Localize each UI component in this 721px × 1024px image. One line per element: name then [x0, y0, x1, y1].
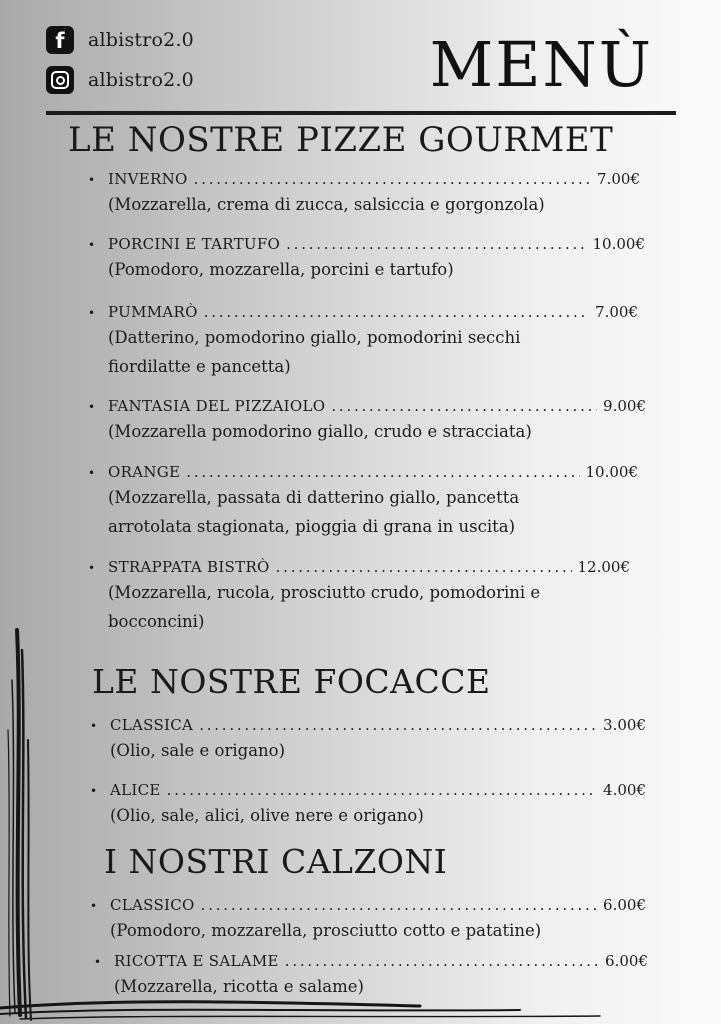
- bullet: •: [90, 784, 98, 798]
- item-price: 6.00€: [605, 952, 648, 970]
- item-description: (Mozzarella, passata di datterino giallo, pancetta arrotolata stagionata, pioggia di grana in uscita): [108, 488, 520, 536]
- menu-item-orange: • ORANGE . . . 10.00€ (Mozzarella, passata di datterino giallo, pancetta arrotolata stagionata, pioggia di grana in uscita): [88, 463, 638, 541]
- bullet: •: [90, 719, 98, 733]
- section-title-focacce: LE NOSTRE FOCACCE: [92, 662, 491, 701]
- item-price: 7.00€: [595, 303, 638, 321]
- menu-item-pummaro: • PUMMARÒ . . . 7.00€ (Datterino, pomodorino giallo, pomodorini secchi fiordilatte e pancetta): [88, 303, 638, 381]
- item-description: (Datterino, pomodorino giallo, pomodorini secchi fiordilatte e pancetta): [108, 328, 521, 376]
- item-description: (Pomodoro, mozzarella, porcini e tartufo): [108, 260, 454, 279]
- menu-item-strappata-bistro: • STRAPPATA BISTRÒ . . . 12.00€ (Mozzarella, rucola, prosciutto crudo, pomodorini e bocconcini): [88, 558, 630, 636]
- item-description: (Mozzarella, rucola, prosciutto crudo, pomodorini e bocconcini): [108, 583, 541, 631]
- item-description: (Pomodoro, mozzarella, prosciutto cotto e patatine): [110, 921, 542, 940]
- bullet: •: [88, 306, 96, 320]
- instagram-link[interactable]: [46, 66, 194, 94]
- menu-item-inverno: • INVERNO . . . 7.00€ (Mozzarella, crema di zucca, salsiccia e gorgonzola): [88, 170, 640, 219]
- item-description: (Mozzarella pomodorino giallo, crudo e stracciata): [108, 422, 532, 441]
- header-divider: [46, 111, 676, 115]
- bullet: •: [88, 561, 96, 575]
- facebook-icon: f: [46, 26, 74, 54]
- instagram-icon: [46, 66, 74, 94]
- item-price: 7.00€: [597, 170, 640, 188]
- bullet: •: [90, 899, 98, 913]
- facebook-link[interactable]: [46, 26, 194, 54]
- item-description: (Olio, sale, alici, olive nere e origano): [110, 806, 424, 825]
- facebook-handle: albistro2.0: [88, 29, 194, 51]
- menu-item-porcini-tartufo: • PORCINI E TARTUFO . . . 10.00€ (Pomodoro, mozzarella, porcini e tartufo): [88, 235, 645, 284]
- bullet: •: [88, 400, 96, 414]
- menu-item-fantasia-del-pizzaiolo: • FANTASIA DEL PIZZAIOLO . . . 9.00€ (Mozzarella pomodorino giallo, crudo e stracciata): [88, 397, 646, 446]
- item-price: 10.00€: [585, 463, 638, 481]
- instagram-handle: albistro2.0: [88, 69, 194, 91]
- item-description: (Mozzarella, crema di zucca, salsiccia e gorgonzola): [108, 195, 545, 214]
- item-price: 9.00€: [603, 397, 646, 415]
- bullet: •: [88, 466, 96, 480]
- item-price: 6.00€: [603, 896, 646, 914]
- section-title-calzoni: I NOSTRI CALZONI: [104, 842, 448, 881]
- section-title-pizze: LE NOSTRE PIZZE GOURMET: [68, 120, 614, 160]
- item-description: (Mozzarella, ricotta e salame): [114, 977, 364, 996]
- item-price: 3.00€: [603, 716, 646, 734]
- bullet: •: [88, 238, 96, 252]
- item-price: 10.00€: [592, 235, 645, 253]
- bullet: •: [94, 955, 102, 969]
- bullet: •: [88, 173, 96, 187]
- menu-item-ricotta-e-salame: • RICOTTA E SALAME . . . 6.00€ (Mozzarella, ricotta e salame): [94, 952, 648, 1001]
- menu-item-classica: • CLASSICA . . . 3.00€ (Olio, sale e origano): [90, 716, 646, 765]
- item-price: 4.00€: [603, 781, 646, 799]
- menu-title: MENÙ: [429, 28, 653, 101]
- item-price: 12.00€: [577, 558, 630, 576]
- menu-item-alice: • ALICE . . . 4.00€ (Olio, sale, alici, olive nere e origano): [90, 781, 646, 830]
- item-description: (Olio, sale e origano): [110, 741, 286, 760]
- menu-item-classico: • CLASSICO . . . 6.00€ (Pomodoro, mozzarella, prosciutto cotto e patatine): [90, 896, 646, 945]
